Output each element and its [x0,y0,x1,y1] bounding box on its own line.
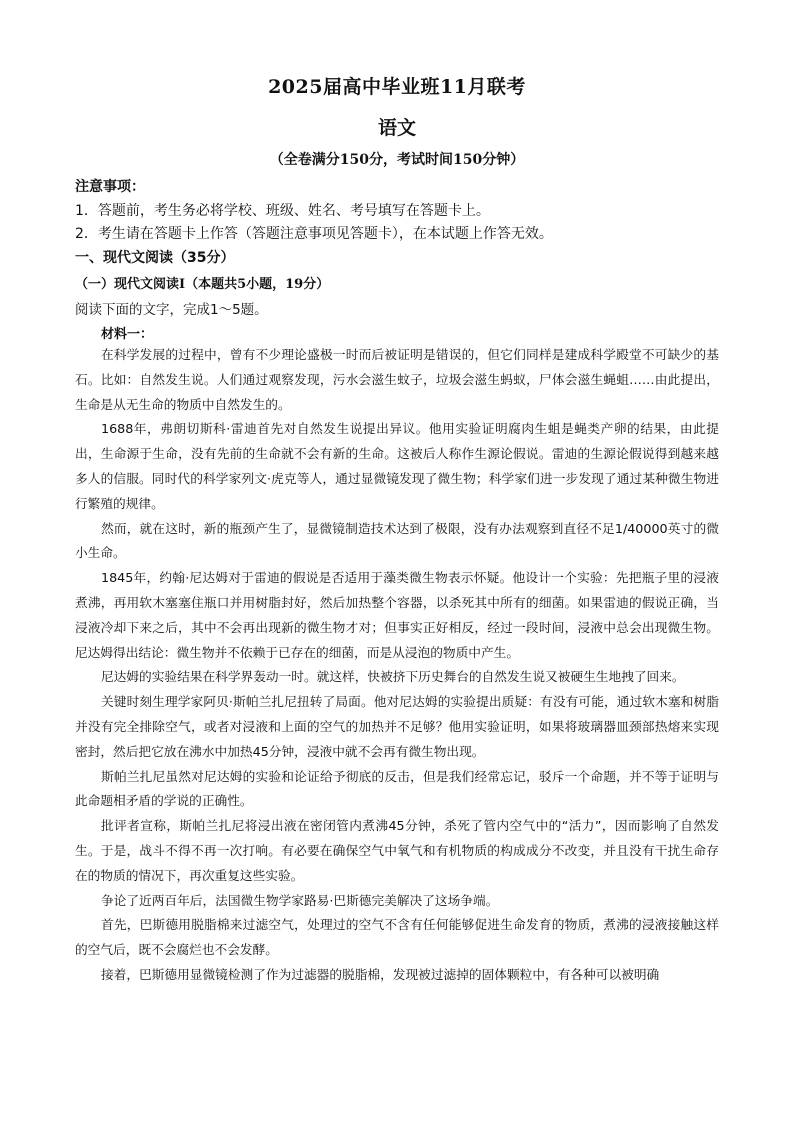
passage-paragraph: 争论了近两百年后，法国微生物学家路易·巴斯德完美解决了这场争端。 [101,892,499,908]
material-label: 材料一： [101,327,154,342]
notice-heading: 注意事项： [75,179,145,195]
reading-passage [75,343,719,988]
passage-paragraph: 首先，巴斯德用脱脂棉来过滤空气，处理过的空气不含有任何能够促进生命发育的物质，煮沸的浸液接触这样的空气后，既不会腐烂也不会发酵。 [75,917,719,958]
subject-title: 语文 [377,117,416,139]
passage-paragraph: 然而，就在这时，新的瓶颈产生了，显微镜制造技术达到了极限，没有办法观察到直径不足1/40000英寸的微小生命。 [75,520,719,561]
exam-title: 2025届高中毕业班11月联考 [268,76,526,98]
passage-paragraph: 1845年，约翰·尼达姆对于雷迪的假说是否适用于藻类微生物表示怀疑。他设计一个实验：先把瓶子里的浸液煮沸，再用软木塞塞住瓶口并用树脂封好，然后加热整个容器，以杀死其中所有的细菌。如果雷迪的假说正确，当浸液冷却下来之后，其中不会再出现新的微生物才对；但事实正好相反，经过一段时间，浸液中总会出现微生物。尼达姆得出结论：微生物并不依赖于已存在的细菌，而是从浸泡的物质中产生。 [75,570,719,660]
passage-paragraph: 在科学发展的过程中，曾有不少理论盛极一时而后被证明是错误的，但它们同样是建成科学殿堂不可缺少的基石。比如：自然发生说。人们通过观察发现，污水会滋生蚊子，垃圾会滋生蚂蚁，尸体会滋生蝇蛆……由此提出，生命是从无生命的物质中自然发生的。 [75,347,719,412]
notice-item: 1．答题前，考生务必将学校、班级、姓名、考号填写在答题卡上。 [75,203,490,219]
passage-paragraph: 1688年，弗朗切斯科·雷迪首先对自然发生说提出异议。他用实验证明腐肉生蛆是蝇类产卵的结果，由此提出，生命源于生命，没有先前的生命就不会有新的生命。这被后人称作生源论假说。雷迪的生源论假说得到越来越多人的信服。同时代的科学家列文·虎克等人，通过显微镜发现了微生物；科学家们进一步发现了通过某种微生物进行繁殖的规律。 [75,421,719,511]
passage-paragraph: 批评者宣称，斯帕兰扎尼将浸出液在密闭管内煮沸45分钟，杀死了管内空气中的“活力”，因而影响了自然发生。于是，战斗不得不再一次打响。有必要在确保空气中氧气和有机物质的构成成分不改变，并且没有干扰生命存在的物质的情况下，再次重复这些实验。 [75,818,719,883]
passage-paragraph: 关键时刻生理学家阿贝·斯帕兰扎尼扭转了局面。他对尼达姆的实验提出质疑：有没有可能，通过软木塞和树脂并没有完全排除空气，或者对浸液和上面的空气的加热并不足够？他用实验证明，如果将玻璃器皿颈部热熔来实现密封，然后把它放在沸水中加热45分钟，浸液中就不会再有微生物出现。 [75,694,719,759]
score-info: （全卷满分150分，考试时间150分钟） [269,152,525,168]
subsection-heading: （一）现代文阅读Ⅰ（本题共5小题，19分） [75,277,330,292]
notice-item: 2．考生请在答题卡上作答（答题注意事项见答题卡），在本试题上作答无效。 [75,226,553,242]
section-heading: 一、现代文阅读（35分） [75,250,235,266]
passage-paragraph: 接着，巴斯德用显微镜检测了作为过滤器的脱脂棉，发现被过滤掉的固体颗粒中，有各种可以被明确 [101,966,660,982]
passage-paragraph: 斯帕兰扎尼虽然对尼达姆的实验和论证给予彻底的反击，但是我们经常忘记，驳斥一个命题，并不等于证明与此命题相矛盾的学说的正确性。 [75,768,719,809]
passage-paragraph: 尼达姆的实验结果在科学界轰动一时。就这样，快被挤下历史舞台的自然发生说又被硬生生地拽了回来。 [101,669,685,685]
reading-instruction: 阅读下面的文字，完成1～5题。 [75,302,268,318]
